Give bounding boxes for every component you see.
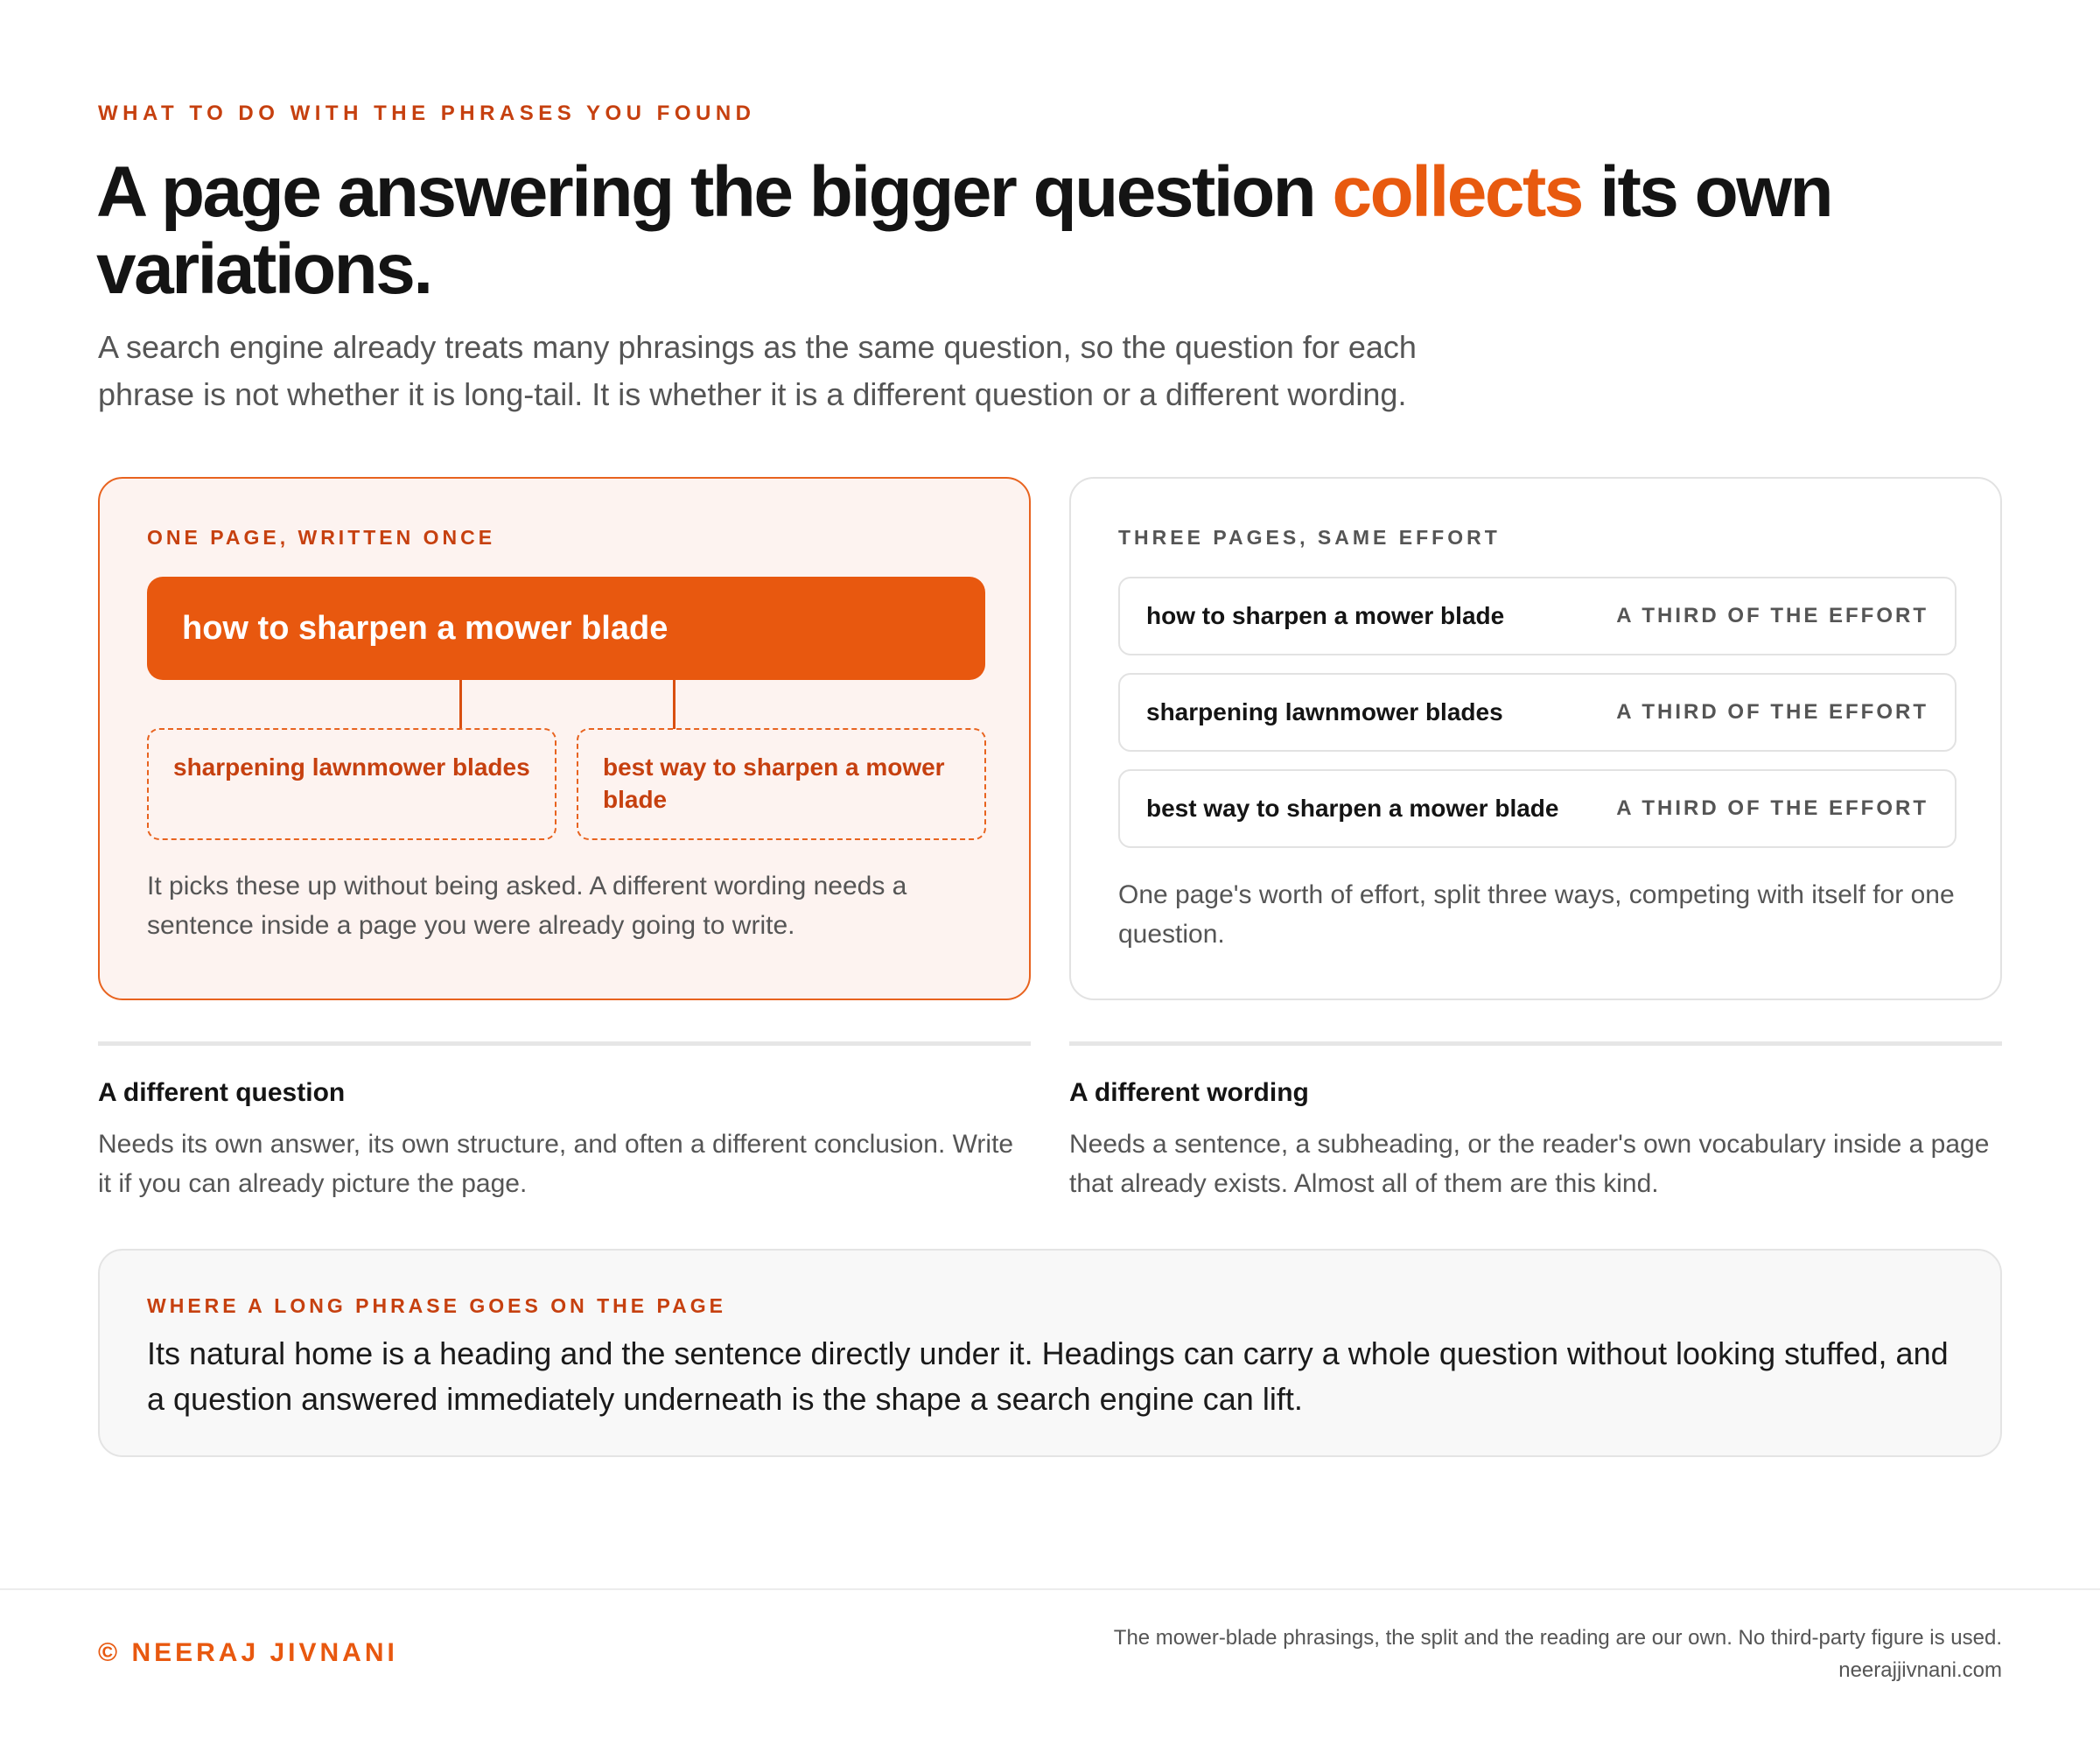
row-phrase: how to sharpen a mower blade: [1146, 602, 1505, 629]
copyright: © NEERAJ JIVNANI: [98, 1638, 398, 1667]
three-pages-card: [1069, 477, 2002, 1000]
source-note: The mower-blade phrasings, the split and the reading are our own. No third-party figure is used.: [1113, 1626, 2002, 1650]
card-label: THREE PAGES, SAME EFFORT: [1118, 526, 1501, 549]
row-tag: A THIRD OF THE EFFORT: [1616, 604, 1928, 627]
divider: [98, 1041, 1031, 1046]
headline-end: its own variations.: [96, 152, 1832, 309]
one-page-card: [98, 477, 1031, 1000]
column-heading: A different wording: [1069, 1078, 1309, 1107]
page-row: [1118, 673, 1956, 752]
column-text: Needs a sentence, a subheading, or the reader's own vocabulary inside a page that already exists. Almost all of them are this kind.: [1069, 1130, 1990, 1198]
column-heading: A different question: [98, 1078, 346, 1107]
page-row: [1118, 577, 1956, 655]
placement-text: Its natural home is a heading and the sentence directly under it. Headings can carry a whole question without looking stuffed, and a question answered immediately underneath is the shape a search engine can lift.: [147, 1335, 1949, 1417]
eyebrow: WHAT TO DO WITH THE PHRASES YOU FOUND: [98, 102, 756, 125]
card-label: ONE PAGE, WRITTEN ONCE: [147, 526, 496, 549]
variant-phrase-box: sharpening lawnmower blades: [147, 728, 556, 840]
site-link[interactable]: neerajjivnani.com: [1838, 1658, 2002, 1682]
row-tag: A THIRD OF THE EFFORT: [1616, 796, 1928, 820]
headline-accent: collects: [1332, 152, 1582, 232]
connector-line: [459, 680, 462, 729]
main-phrase-bar: how to sharpen a mower blade: [147, 577, 985, 680]
card-note: One page's worth of effort, split three ways, competing with itself for one question.: [1118, 880, 1955, 949]
headline-start: A page answering the bigger question: [96, 152, 1333, 232]
row-phrase: best way to sharpen a mower blade: [1146, 795, 1559, 822]
card-label: WHERE A LONG PHRASE GOES ON THE PAGE: [147, 1294, 726, 1317]
footer-divider: [0, 1588, 2100, 1590]
connector-line: [673, 680, 676, 729]
row-tag: A THIRD OF THE EFFORT: [1616, 700, 1928, 724]
page-title: [96, 154, 1846, 308]
page-row: [1118, 769, 1956, 848]
column-text: Needs its own answer, its own structure, and often a different conclusion. Write it if you can already picture the page.: [98, 1130, 1014, 1198]
card-note: It picks these up without being asked. A different wording needs a sentence inside a page you were already going to write.: [147, 872, 907, 940]
variant-phrase-box: best way to sharpen a mower blade: [577, 728, 986, 840]
divider: [1069, 1041, 2002, 1046]
placement-card: [98, 1249, 2002, 1457]
footer-notes: [1114, 1622, 2002, 1686]
row-phrase: sharpening lawnmower blades: [1146, 698, 1503, 725]
intro-text: A search engine already treats many phrasings as the same question, so the question for each phrase is not whether it is long-tail. It is whether it is a different question or a different wording.: [98, 329, 1417, 412]
